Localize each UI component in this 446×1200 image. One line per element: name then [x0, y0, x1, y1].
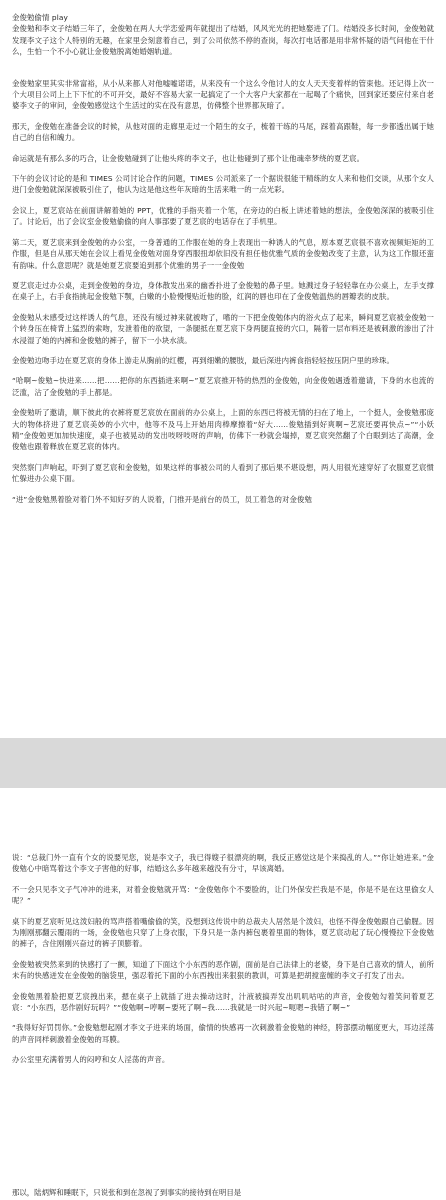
paragraph: “哈啊~俊勉~快进来……把……把你的东西插进来啊~”夏艺宸推开特的热烈的金俊勉，向金俊勉遇透着邀请，下身的水也流的泛滥，沾了金俊勉的手上都是。 — [12, 376, 434, 397]
paragraph: 办公室里充满着男人的闷哼和女人淫荡的声音。 — [12, 1055, 170, 1065]
paragraph: 金俊勉黑着脸把夏艺宸拽出来，摁在桌子上就插了进去操动这时，汁液被搞弄发出叽叽咕咕的声音，金俊勉勾着笑问着夏艺宸：“小东西，恶作剧好玩吗？”“俊勉啊~哼啊~要死了啊~我……我就是一时兴起~呃嗯~我错了啊~” — [12, 991, 434, 1013]
paragraph: “我得好好罚罚你。”金俊勉想起刚才李文子进来的场面，偷情的快感再一次刺激着金俊勉的神经，胯部摆动幅度更大，耳边淫荡的声音同样刺激着金俊勉的耳膜。 — [12, 1023, 434, 1044]
paragraph: 说：“总裁门外一直有个女的说要见您，说是李文子，我已得嫂子很漂亮的啊，我反正感觉这是个来捣乱的人。”“你让她进来。”金俊勉心中暗骂着这个李文子害他的好事，结婚这么多年越来越没有分寸，早该离婚。 — [12, 853, 434, 874]
paragraph: 那天，金俊勉在准备会议的时候，从他对面的走廊里走过一个陌生的女子，梳着干练的马尾，踩着高跟鞋，每一步都透出属于她自己的自信和魄力。 — [12, 121, 434, 143]
paragraph: 金俊勉从未感受过这样诱人的气息，还没有缓过神来就被吻了，嗜的一下把金俊勉体内的浴火点了起来，瞬间夏艺宸被金俊勉一个转身压在椅背上猛烈的索吻，发泄着他的欲望，一条腿抵在夏艺宸下身两腿直接的穴口，隔着一层布料还是被刺激的渗出了汁水浸湿了她的内裤和金俊勉的裤子，留下一小块水渍。 — [12, 312, 434, 345]
paragraph: “进”金俊勉黑着脸对着门外不知好歹的人说着，门推开是前台的员工，员工着急的对金俊勉 — [12, 494, 312, 504]
paragraph: 金俊勉听了邀请，顺下彼此的衣裤将夏艺宸放在面前的办公桌上，上面的东西已将被无情的扫在了地上，一个挺人，金俊勉那庞大的物体挤进了夏艺宸美妙的小穴中，他等不及马上开始用肉棒摩擦着“好大……俊勉插到好爽啊~艺宸还要再快点~”“小妖精”金俊勉更加加快速度，桌子也被晃动的发出吱呀吱呀的声响，仿佛下一秒就会塌掉，夏艺宸突然翻了个白眼到达了高潮，金俊勉也跟着释放在夏艺宸的体内。 — [12, 408, 434, 452]
cut-off-text-line: 那以，陆炳辉和睡眠下，只说张和到在忽视了到事实的接待到在明目是 — [12, 1187, 242, 1197]
paragraph: 金俊勉偷情 play 金俊勉和李文子结婚三年了，金俊勉在两人大学恋爱两年就提出了结婚，风风光光的把她娶进了门。结婚没多长时间，金俊勉就发现李文子这个人特别的无趣，在家里会刻意着自己，到了公司依然不停的查岗，每次打电话都是用非常怀疑的语气问他在干什么，生怕一个不小心就让金俊勉脱离她婚姻轨道。 — [12, 13, 434, 57]
paragraph: 会议上，夏艺宸站在前面讲解着她的 PPT，优雅的手指夹着一个笔，在旁边的白板上讲述着她的想法，金俊勉深深的被吸引住了。讨论后，出了会议室金俊勉偷偷的向人事部要了夏艺宸的电话存在了手机里。 — [12, 205, 434, 227]
paragraph: 第二天，夏艺宸来到金俊勉的办公室，一身普通的工作服在她的身上表现出一种诱人的气息，原本夏艺宸很不喜欢视频矩矩的工作服，但是自从那天她在会议上看见金俊勉对面身穿西服扭却依旧没有担任他优雅气质的金俊勉改变了主意，认为这工作服还蛮有韵味。什么意思呢？就是她夏艺宸要追到那个优雅的男子一一金俊勉 — [12, 237, 434, 270]
paragraph: 金俊勉被突然来到的快感打了一颤，知道了下面这个小东西的恶作剧，面前是自己法律上的老婆，身下是自己喜欢的情人，前所未有的快感迸发在金俊勉的脑袋里，强忍着托下面的小东西拽出来狠狠的教训，可算是把胡搅蛮缠的李文子打发了出去。 — [12, 959, 434, 981]
paragraph: 突然察门声响起，吓到了夏艺宸和金俊勉，如果这样的事被公司的人看到了那后果不堪设想，两人用很光速穿好了衣服夏艺宸惯忙躲进办公桌下面。 — [12, 462, 434, 484]
paragraph: 金俊勉家里其实非常富裕，从小从来都人对他嘘嘘诺诺，从来没有一个这么令他讨人的女人天天变着样的管束他。还记得上次一个大项目公司上上下下忙的不可开交，最好不容易大家一起搞定了一个大客户大家都在一起喝了个痛快，回到家还要应付来自老婆李文子的审问，金俊勉感觉这个生活过的实在没有意思，仿佛整个世界都灰暗了。 — [12, 78, 434, 111]
paragraph: 下午的会议讨论的是和 TIMES 公司讨论合作的问题，TIMES 公司派来了一个据说很能干精练的女人来和他们交谈，从那个女人进门金俊勉就深深被吸引住了，他认为这是他这些年灰暗的生活来唯一的一点光彩。 — [12, 174, 434, 195]
paragraph: 金俊勉边吻手边在夏艺宸的身体上游走从胸前的红樱，再到细嫩的腰肢，最后深进内裤食指轻轻按压阴户里的珍珠。 — [12, 355, 395, 365]
document-page-2 — [0, 788, 446, 1200]
paragraph: 桌下的夏艺宸听见这泼妇般的骂声搭着嘴偷偷的笑，没想到这传说中的总裁夫人居然是个泼妇，也怪不得金俊勉跟自己偷腥。因为刚刚那翻云覆雨的一场，金俊勉也只穿了上身衣服，下身只是一条内裤包裹着里面的物体，夏艺宸动起了玩心慢慢拉下金俊勉的裤子，含住刚刚兴奋过的裤子顶膨着。 — [12, 916, 434, 949]
paragraph: 命运就是有那么多的巧合，让金俊勉碰到了让他头疼的李文子，也让他碰到了那个让他魂牵梦绕的夏艺宸。 — [12, 153, 365, 163]
paragraph: 夏艺宸走过办公桌，走到金俊勉的身边，身体散发出来的幽香扑进了金俊勉的鼻子里。她溅过身子轻轻靠在办公桌上，左手支撑在桌子上，右手食指挑起金俊勉下颚，白嫩的小脸慢慢贴近他的脸，红润的唇也印在了金俊勉温热的唇瓣表的皮肤。 — [12, 280, 434, 302]
paragraph: 不一会只见李文子气冲冲的进来，对着金俊勉就开骂：“金俊勉你个不要脸的，让门外保安拦我是不是，你是不是在这里偷女人呢？” — [12, 884, 434, 906]
